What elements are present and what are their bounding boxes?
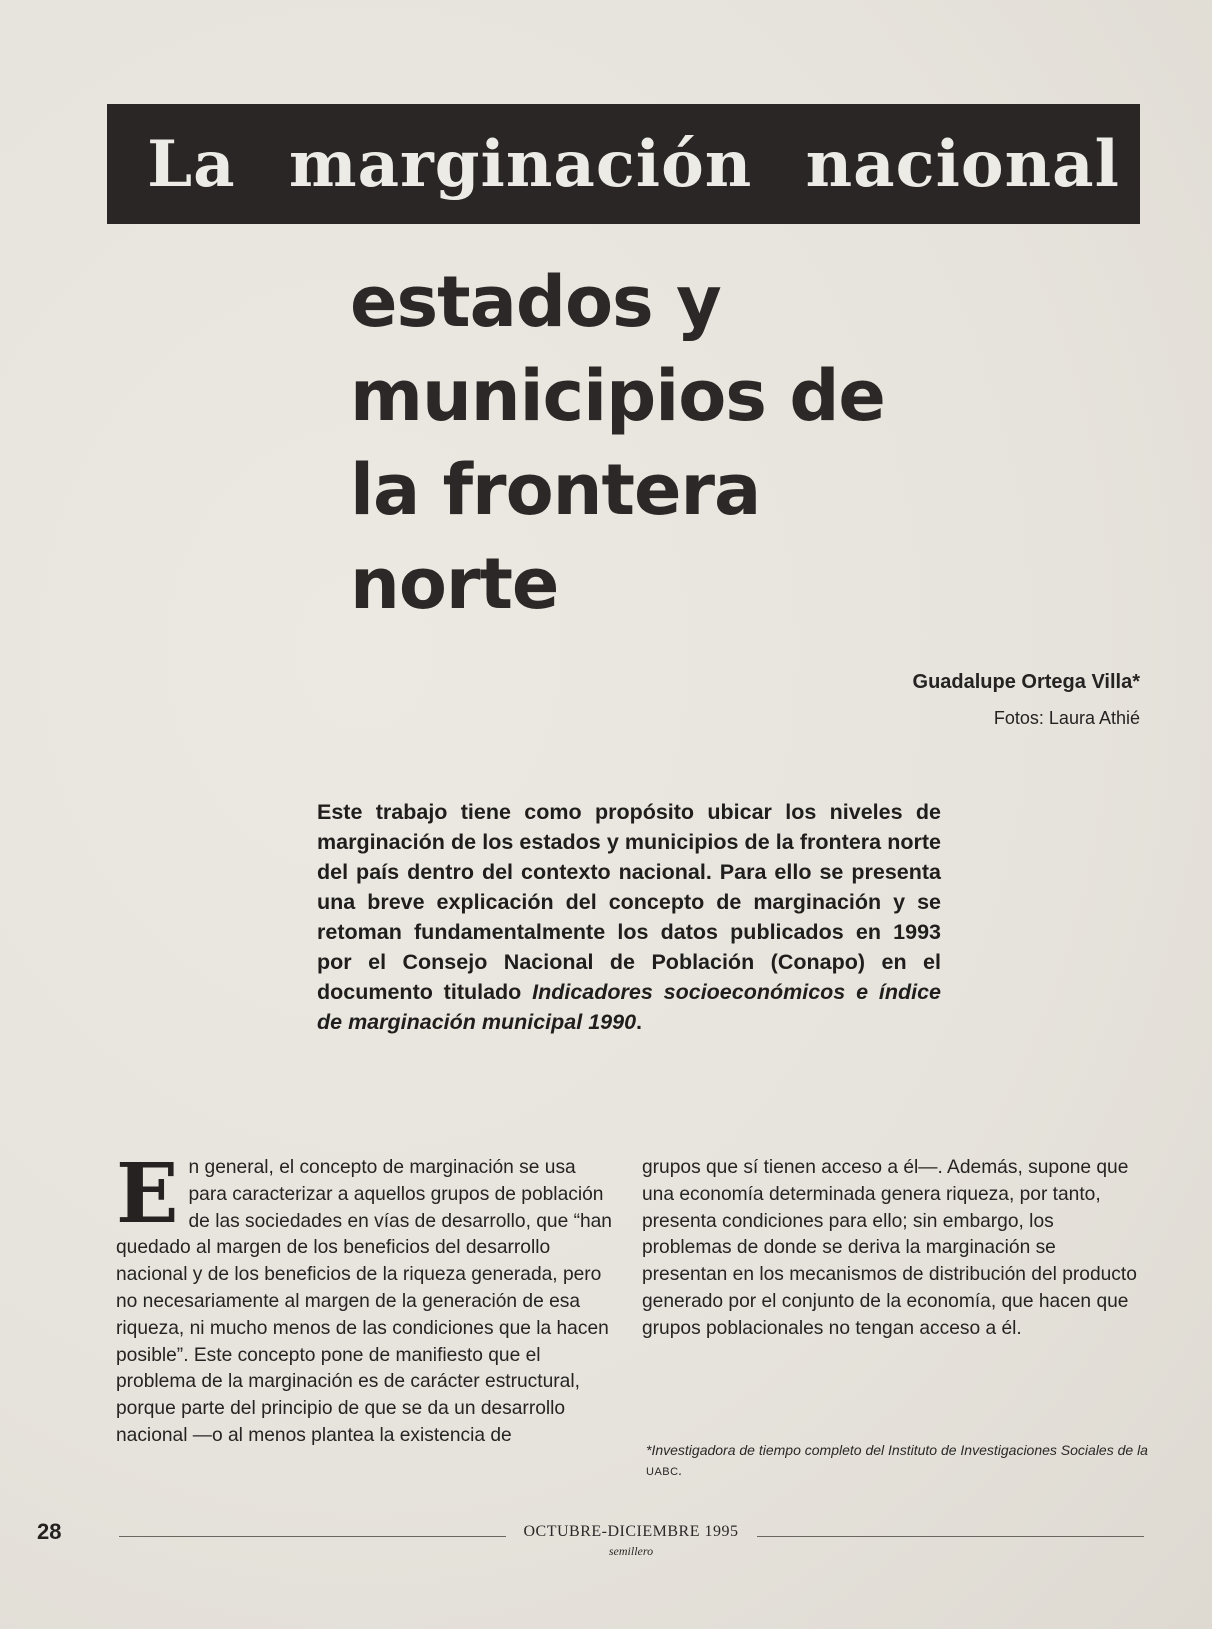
author-byline: Guadalupe Ortega Villa* — [912, 671, 1140, 693]
footnote-abbr: UABC — [646, 1466, 679, 1478]
abstract-end: . — [636, 1010, 643, 1034]
article-title: La marginación nacional — [147, 126, 1120, 202]
footnote-text: *Investigadora de tiempo completo del Instituto de Investigaciones Sociales de la — [646, 1442, 1148, 1458]
subtitle-line: municipios de — [350, 355, 885, 437]
article-subtitle — [350, 255, 970, 631]
magazine-name: semillero — [608, 1544, 654, 1558]
drop-cap: E — [116, 1146, 179, 1242]
subtitle-line: norte — [350, 543, 559, 625]
abstract — [317, 797, 941, 1037]
author-footnote — [646, 1440, 1152, 1482]
body-text-right: grupos que sí tienen acceso a él—. Además, supone que una economía determinada genera riqueza, por tanto, presenta condiciones para ello; sin embargo, los problemas de donde se deriva la marginación se presentan en los mecanismos de distribución del producto generado por el conjunto de la economía, que hacen que grupos poblacionales no tengan acceso a él. — [642, 1157, 1137, 1339]
issue-date: OCTUBRE-DICIEMBRE 1995 — [523, 1523, 739, 1540]
body-text-left: n general, el concepto de marginación se usa para caracterizar a aquellos grupos de población de las sociedades en vías de desarrollo, que “han quedado al margen de los beneficios del desarrollo nacional y de los beneficios de la riqueza generada, pero no necesariamente al margen de la generación de esa riqueza, ni mucho menos de las condiciones que la hacen posible”. Este concepto pone de manifiesto que el problema de la marginación es de carácter estructural, porque parte del principio de que se da un desarrollo nacional —o al menos plantea la existencia de — [116, 1157, 612, 1446]
title-banner — [107, 104, 1140, 224]
page-number: 28 — [37, 1519, 62, 1544]
abstract-document-title: Indicadores socioeconómicos e índice de marginación municipal 1990 — [317, 980, 941, 1034]
body-column-right — [642, 1155, 1142, 1343]
photo-credit: Fotos: Laura Athié — [993, 708, 1140, 728]
footer-rule-left — [119, 1536, 506, 1537]
abstract-text: Este trabajo tiene como propósito ubicar los niveles de marginación de los estados y municipios de la frontera norte del país dentro del contexto nacional. Para ello se presenta una breve explicación del concepto de marginación y se retoman fundamentalmente los datos publicados en 1993 por el Consejo Nacional de Población (Conapo) en el documento titulado — [317, 800, 941, 1004]
footer-rule-right — [757, 1536, 1144, 1537]
subtitle-line: estados y — [350, 261, 721, 343]
body-column-left — [116, 1146, 613, 1450]
footnote-end: . — [678, 1462, 683, 1478]
subtitle-line: la frontera — [350, 449, 761, 531]
